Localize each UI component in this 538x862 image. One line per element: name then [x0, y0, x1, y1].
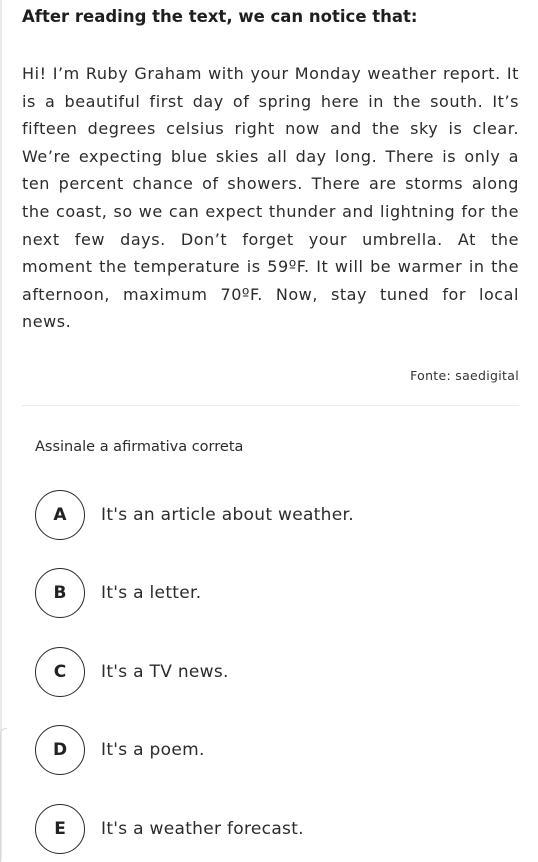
option-text[interactable]: It's an article about weather.	[101, 505, 354, 525]
option-letter-badge[interactable]: E	[35, 804, 85, 854]
option-text[interactable]: It's a poem.	[101, 740, 205, 760]
option-text[interactable]: It's a TV news.	[101, 662, 229, 682]
option-letter-badge[interactable]: A	[35, 490, 85, 540]
left-panel-corner	[0, 728, 7, 862]
option-e[interactable]	[35, 802, 505, 856]
option-c[interactable]	[35, 645, 505, 699]
option-b[interactable]	[35, 566, 505, 620]
reading-passage: Hi! I’m Ruby Graham with your Monday weather report. It is a beautiful first day of spring here in the south. It’s fifteen degrees celsius right now and the sky is clear. We’re expecting blue skies all day long. There is only a ten percent chance of showers. There are storms along the coast, so we can expect thunder and lightning for the next few days. Don’t forget your umbrella. At the moment the temperature is 59ºF. It will be warmer in the afternoon, maximum 70ºF. Now, stay tuned for local news.	[22, 64, 519, 332]
question-prompt: Assinale a afirmativa correta	[35, 439, 244, 455]
option-text[interactable]: It's a weather forecast.	[101, 819, 304, 839]
option-d[interactable]	[35, 723, 505, 777]
option-letter-badge[interactable]: C	[35, 647, 85, 697]
divider	[22, 405, 519, 406]
source-credit: Fonte: saedigital	[410, 368, 519, 383]
option-letter-badge[interactable]: B	[35, 568, 85, 618]
option-a[interactable]	[35, 488, 505, 542]
option-text[interactable]: It's a letter.	[101, 583, 202, 603]
option-letter-badge[interactable]: D	[35, 725, 85, 775]
question-header: After reading the text, we can notice that:	[22, 7, 418, 26]
